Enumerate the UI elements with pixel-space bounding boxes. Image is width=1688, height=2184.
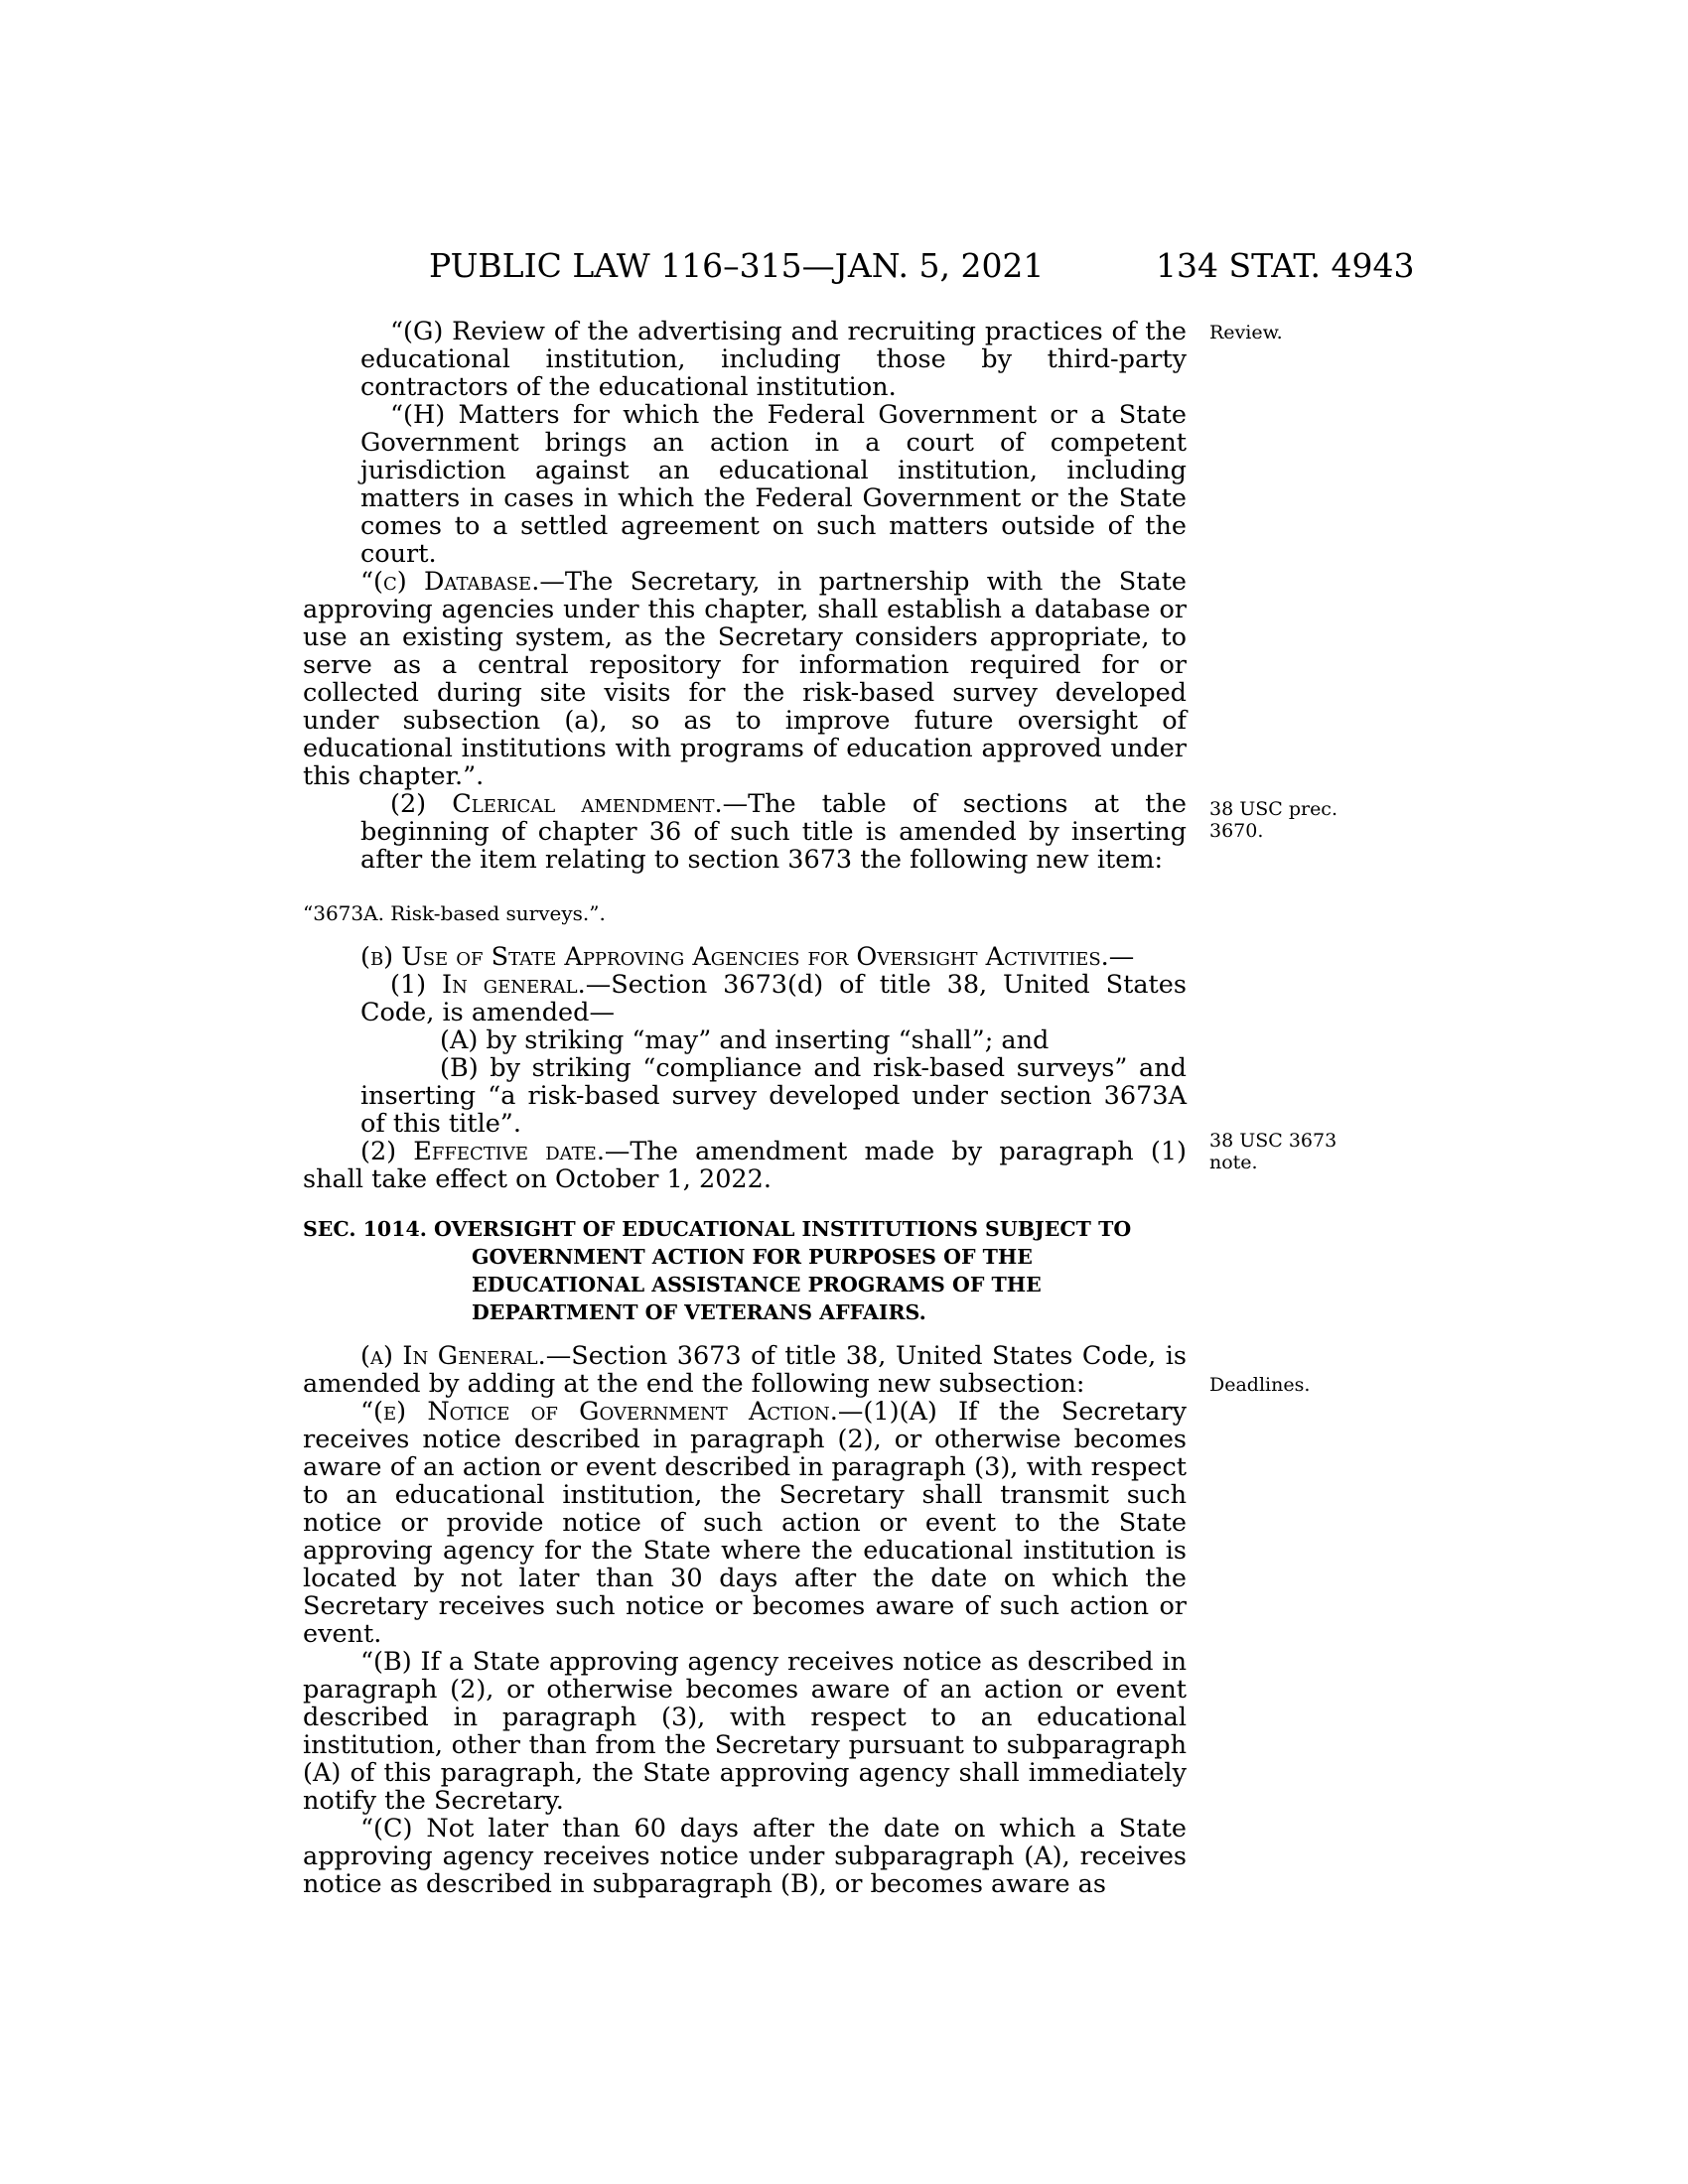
paragraph-b2-heading: (2) Effective date. [360, 1137, 605, 1166]
clerical-amendment-text: —The table of sections at the beginning of chapter 36 of such title is amended by inserting after the item relating to section 3673 the following new item: [360, 789, 1187, 875]
header-stat-page: 134 STAT. 4943 [1156, 246, 1415, 285]
paragraph-h: “(H) Matters for which the Federal Government or a State Government brings an action in a court of competent jurisdiction against an educational institution, including matters in cases in which the Federal Government or the State comes to a settled agreement on such matters outside of the court. [360, 400, 1187, 569]
table-item: “3673A. Risk-based surveys.”. [303, 901, 606, 925]
subsection-c-heading: “(c) Database. [360, 567, 540, 597]
subparagraph-e-c: “(C) Not later than 60 days after the date on which a State approving agency receives notice under subparagraph (A), receives notice as described in subparagraph (B), or becomes aware as [303, 1814, 1187, 1899]
section-heading: SEC. 1014. OVERSIGHT OF EDUCATIONAL INSTITUTIONS SUBJECT TO GOVERNMENT ACTION FOR PURPOSES OF THE EDUCATIONAL ASSISTANCE PROGRAMS OF THE DEPARTMENT OF VETERANS AFFAIRS. [303, 1217, 1132, 1324]
subsection-b [303, 943, 1187, 971]
header-title: PUBLIC LAW 116–315—JAN. 5, 2021 [429, 246, 1045, 285]
paragraph-b1-text: —Section 3673(d) of title 38, United States Code, is amended— [360, 970, 1187, 1027]
subsection-a [303, 1342, 1187, 1398]
clerical-amendment [303, 790, 1187, 874]
paragraph-b2 [303, 1138, 1187, 1193]
document-body [303, 318, 1187, 1898]
subsection-c [303, 568, 1187, 790]
subsection-c-text: —The Secretary, in partnership with the State approving agencies under this chapter, shall establish a database or use an existing system, as the Secretary considers appropriate, to serve as a central repository for information required for or collected during site visits for the risk-based survey developed under subsection (a), so as to improve future oversight of educational institutions with programs of education approved under this chapter.”. [303, 567, 1187, 791]
paragraph-b2-text: —The amendment made by paragraph (1) shall take effect on October 1, 2022. [303, 1137, 1187, 1194]
paragraph-g: “(G) Review of the advertising and recruiting practices of the educational institution, including those by third-party contractors of the educational institution. [360, 317, 1187, 402]
subsection-a-text: —Section 3673 of title 38, United States Code, is amended by adding at the end the following new subsection: [303, 1341, 1187, 1399]
margin-note-deadlines: Deadlines. [1209, 1374, 1311, 1396]
margin-note-usc-prec: 38 USC prec. 3670. [1209, 798, 1337, 842]
subparagraph-b1b: (B) by striking “compliance and risk-based surveys” and inserting “a risk-based survey developed under section 3673A of this title”. [360, 1053, 1187, 1139]
paragraph-b1 [303, 971, 1187, 1026]
subsection-b-heading: (b) Use of State Approving Agencies for Oversight Activities. [360, 942, 1109, 972]
subparagraph-e-b: “(B) If a State approving agency receives notice as described in paragraph (2), or otherwise becomes aware of an action or event described in paragraph (3), with respect to an educational institution, other than from the Secretary pursuant to subparagraph (A) of this paragraph, the State approving agency shall immediately notify the Secretary. [303, 1647, 1187, 1816]
subparagraph-b1a: (A) by striking “may” and inserting “shall”; and [440, 1025, 1050, 1055]
page-header [0, 246, 1688, 286]
subsection-e-heading: “(e) Notice of Government Action. [360, 1397, 838, 1427]
subsection-b-text: — [1108, 942, 1135, 972]
subsection-e [303, 1398, 1187, 1648]
subsection-a-heading: (a) In General. [360, 1341, 546, 1371]
clerical-amendment-heading: (2) Clerical amendment. [390, 789, 723, 819]
subsection-e-text: —(1)(A) If the Secretary receives notice described in paragraph (2), or otherwise becomes aware of an action or event described in paragraph (3), with respect to an educational institution, the Secretary shall transmit such notice or provide notice of such action or event to the State approving agency for the State where the educational institution is located by not later than 30 days after the date on which the Secretary receives such notice or becomes aware of such action or event. [303, 1397, 1187, 1649]
paragraph-b1-heading: (1) In general. [390, 970, 586, 1000]
margin-note-review: Review. [1209, 322, 1283, 343]
margin-note-usc-note: 38 USC 3673 note. [1209, 1130, 1337, 1173]
